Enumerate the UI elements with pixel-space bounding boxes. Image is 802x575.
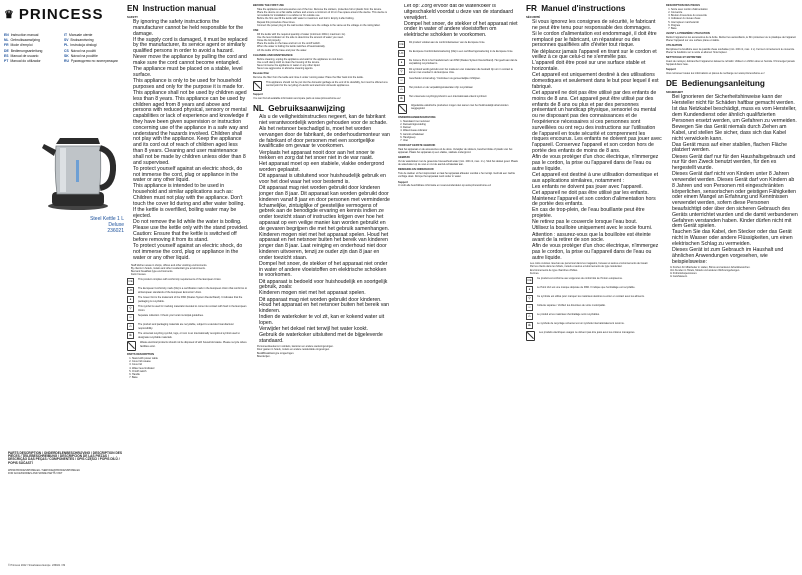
en-sub-use-item: • By clients in hotels, motels and other residential type environments.: [131, 267, 249, 270]
nl-clean-heading: REINIGING EN ONDERHOUD: [398, 168, 434, 172]
fr-heading: [526, 4, 662, 13]
nl-safety-item: • Gebruik de waterkoker uitsluitend met de bijgeleverde standaard.: [259, 333, 391, 345]
nl-intro: [398, 4, 520, 39]
nl-symbol-text: Het product en de verpakkingsmaterialen zijn recyclebaar.: [409, 86, 474, 90]
en-before-item: • Place the device on a flat stable surface and ensure a minimum of 10 cm free space around the device. This device is not suitable for installation in a cabinet or for outside use.: [257, 11, 391, 17]
nl-safety-item: • Als u de veiligheidsinstructies negeert, kan de fabrikant niet verantwoordelijk worden gehouden voor de schade.: [259, 115, 391, 127]
nl-symbol-text: Dit symbool wordt gebruikt voor het markeren van materialen die bedoeld zijn om in contact te komen met voedsel in de Europese Unie.: [409, 68, 513, 75]
language-label: Návod na použitie: [70, 53, 98, 58]
brand-logo: [4, 6, 124, 23]
fr-support-text: Vous retrouvez toutes les informations et pièces de rechange sur www.princesshome.eu !: [666, 72, 765, 76]
en-safety-item: • Children must not play with the appliance. Don't touch the cover lid during and after water boiling.: [133, 196, 249, 208]
en-safety-item: • The appliance must be placed on a stable, level surface.: [133, 67, 249, 79]
fr-symbol-text: Les produits électriques usagés ne doivent pas être jetés avec les ordures ménagères.: [539, 330, 636, 334]
en-use-item: • Place the kettle on the base and turn on the on/off switch.: [257, 42, 391, 45]
nl-ukca-row: [398, 50, 520, 57]
nl-safety-item: • Indien de waterkoker te vol zit, kan er kokend water uit lopen.: [259, 315, 391, 327]
fr-safety-item: • Cet appareil est destiné à une utilisation domestique et aux applications similaires, notamment :: [532, 173, 662, 185]
en-symbol-text: This symbol is used for marking materials intended to come into contact with food in the European Union.: [138, 305, 247, 312]
en-clean-list: [253, 58, 391, 71]
language-code: EN: [4, 33, 9, 37]
en-parts-heading: PARTS DESCRIPTION: [127, 353, 155, 357]
en-title: Instruction manual: [142, 4, 216, 13]
fr-sub-use-item: • Environnements de type chambres d'hôtes.: [530, 269, 662, 272]
nl-sub-use-item: • Bed&Breakfast-type omgevingen.: [257, 352, 391, 355]
en-use-item: • Lift the kettle off the base and pour the water.: [257, 49, 391, 52]
en-before-item: • Repeat this procedure three times.: [257, 21, 391, 24]
fr-safety-item: • Les enfants ne doivent pas jouer avec l'appareil.: [532, 185, 662, 191]
language-code: FR: [4, 43, 9, 48]
food-contact-icon: ⚲: [127, 305, 134, 312]
en-parts-list: [127, 357, 249, 379]
crown-icon: ♛: [4, 9, 15, 21]
spare-parts-visit: FOR ACCESSORIES AND SPARE PARTS VISIT: [8, 472, 63, 476]
nl-before-heading: VOOR HET EERSTE GEBRUIK: [398, 144, 436, 148]
en-safety-item: • If the supply cord is damaged, it must be replaced by the manufacturer, its service agent or similarly qualified persons in order to avoid a hazard.: [133, 38, 249, 55]
nl-safety-item: • Dit apparaat is uitsluitend voor huishoudelijk gebruik en voor het doel waar het voor bestemd is.: [259, 174, 391, 186]
fr-sub-uses: [526, 262, 662, 275]
nl-sub-use-item: • Personeelskeukens in winkels, kantoren en andere werkomgevingen.: [257, 345, 391, 348]
en-symbol-row: [127, 305, 249, 312]
fr-safety-item: • Cet appareil est uniquement destiné à des utilisations domestiques et seulement dans le but pour lequel il est fabriqué.: [532, 73, 662, 90]
language-code: ES: [4, 53, 9, 58]
nl-sub-use-item: • Boerderijen.: [257, 355, 391, 358]
de-sub-use-item: • In Frühstückspensionen.: [670, 272, 798, 275]
nl-before-text: Haal het apparaat en de accessoires uit de doos. Verwijder de stickers, beschermfolie of plastic van het apparaat. Plaats het apparaat op een vlakke, stabiele ondergrond.: [398, 147, 513, 155]
fr-safety-item: • Cet appareil ne doit pas être utilisé par les enfants. Maintenez l'appareil et son cordon d'alimentation hors de portée des enfants.: [532, 191, 662, 208]
language-label: Mode d'emploi: [10, 43, 33, 48]
brand-name: PRINCESS: [18, 6, 104, 23]
nl-part-item: 7. Voet: [403, 139, 520, 142]
en-symbol-list: [127, 296, 249, 351]
de-safety-item: • Dieses Gerät darf nicht von Kindern unter 8 Jahren verwendet werden. Dieses Gerät darf von Kindern ab 8 Jahren und von Personen mit eingeschränkten körperlichen, sensorischen oder geistigen Fähigkeiten oder einem Mangel an Erfahrung und Kenntnissen verwendet werden, sofern diese Personen beaufsichtigt oder über den sicheren Gebrauch des Geräts unterrichtet wurden und die damit verbundenen Gefahren verstanden haben. Kinder dürfen nicht mit dem Gerät spielen.: [672, 172, 798, 230]
copyright-text: © Princess 2022 / Smartwares Europe: [8, 564, 51, 567]
fr-symbols: [526, 277, 662, 341]
recycling-icon: ♻: [526, 322, 533, 329]
nl-ukca-text: De Europese Conformiteitsmarkering (CE) is een certificeringsmarkering in de Europese Unie.: [409, 50, 514, 54]
de-sub-use-item: • In Gutshäusern.: [670, 275, 798, 278]
language-label: Manual de usuario: [10, 53, 39, 58]
fr-safety-item: • En cas de trop-plein, de l'eau bouillante peut être projetée.: [532, 208, 662, 220]
language-code: IT: [64, 33, 68, 37]
nl-safety-list: [253, 115, 391, 345]
en-symbol-row: [127, 341, 249, 351]
recycling-icon: ♻: [127, 332, 134, 339]
ukca-mark-icon: UK: [128, 288, 133, 293]
nl-part-item: 1. Standaard met netsnoer: [403, 120, 520, 123]
separate-collection-icon: ♲: [398, 77, 405, 84]
green-dot-icon: ●: [127, 296, 134, 303]
en-ukca-row: [127, 287, 249, 294]
nl-heading: [253, 104, 391, 113]
en-ukca-text: The European Conformity mark (CE) is a certification mark in the European Union that conforms to all European standards of the European Economic Union.: [138, 287, 248, 294]
en-ce-row: [127, 278, 249, 285]
recyclable-icon: ♺: [526, 313, 533, 320]
fr-sub-use-item: • Fermes.: [530, 272, 662, 275]
fr-safety-text: [526, 20, 662, 262]
en-use-item: • Close the lid properly.: [257, 39, 391, 42]
fr-symbol-text: Le produit et les matériaux d'emballage sont recyclables.: [537, 312, 600, 316]
en-before-item: • Connect the power plug to the wall socket. Make sure the voltage is the same as the voltage on the rating label.: [257, 24, 391, 27]
recyclable-icon: ♺: [127, 323, 134, 330]
cover-footer: [8, 452, 124, 475]
language-code: SK: [64, 53, 69, 58]
nl-safety-item: • Kinderen mogen niet met het apparaat spelen.: [259, 291, 391, 297]
fr-symbol-text: Le symbole de recyclage universel est un symbole internationalement reconnu.: [537, 321, 625, 325]
nl-safety-item: • Het apparaat moet op een stabiele, vlakke ondergrond worden geplaatst.: [259, 162, 391, 174]
de-safety-item: • Tauchen Sie das Kabel, den Stecker oder das Gerät nicht in Wasser oder andere Flüssigkeiten, um einen elektrischen Schlag zu vermeiden.: [672, 230, 798, 247]
fr-before-text: Retirez l'appareil et les accessoires de la boîte. Retirez les autocollants, le film protecteur ou le plastique de l'appareil. Placez l'appareil sur une surface plane et stable.: [666, 35, 797, 43]
language-label: Instrukcja obsługi: [70, 43, 97, 48]
en-clean-item: • Never immerse the appliance in water or any other liquid.: [257, 64, 391, 67]
language-label: Manual do utilizador: [10, 59, 41, 64]
nl-part-item: 5. Aan/uit-schakelaar: [403, 133, 520, 136]
fr-safety-item: • Ne déplacez jamais l'appareil en tirant sur le cordon et veillez à ce que celui-ci ne s'emmêle pas.: [532, 50, 662, 62]
en-before-heading: BEFORE THE FIRST USE: [253, 4, 284, 7]
nl-symbol-row: [398, 95, 520, 102]
recyclable-icon: ♺: [398, 86, 405, 93]
nl-code: NL: [253, 104, 264, 114]
nl-continued-column: [398, 4, 520, 571]
en-symbol-row: [127, 314, 249, 321]
fr-column: [526, 4, 662, 571]
de-safety-item: • Das Gerät muss auf einer stabilen, flachen Fläche platziert werden.: [672, 143, 798, 155]
en-part-item: 6. Handle: [132, 373, 249, 376]
fr-symbol-row: [526, 322, 662, 329]
de-safety-item: • Bei Ignorieren der Sicherheitshinweise kann der Hersteller nicht für Schäden haftbar gemacht werden.: [672, 95, 798, 107]
food-contact-icon: ⚲: [526, 295, 533, 302]
language-item: [64, 59, 124, 64]
en-safety-item: • This appliance shall not be used by children aged less than 8 years. This appliance can be used by children aged from 8 years and above and persons with reduced physical, sensory or mental capabilities or lack of experience and knowledge if they have been given supervision or instruction concerning use of the appliance in a safe way and understand the hazards involved. Children shall not play with the appliance. Keep the appliance and its cord out of reach of children aged less than 8 years. Cleaning and user maintenance shall not be made by children unless older than 8 and supervised.: [133, 91, 249, 166]
en-use-item: • When the water is boiling the kettle switches off automatically.: [257, 45, 391, 48]
language-code: NL: [4, 38, 9, 43]
fr-ce-text: Ce produit est conforme aux exigences de conformité de l'Union européenne.: [537, 276, 623, 280]
en-safety-item: • Never move the appliance by pulling the cord and make sure the cord cannot become entangled.: [133, 55, 249, 67]
nl-support-heading: Support: [398, 180, 408, 184]
en-part-item: 5. On/off switch: [132, 370, 249, 373]
fr-symbol-row: [526, 304, 662, 311]
en-code: EN: [127, 4, 139, 13]
nl-clean-text: Trek de stekker uit het stopcontact en laat het apparaat afkoelen voordat u het reinigt. Gebruik een zachte vochtige doek. Dompel het apparaat nooit onder in water.: [398, 172, 516, 179]
de-sub-use-item: • Von Kunden in Hotels, Motels und anderen Wohnumgebungen.: [670, 269, 798, 272]
en-sub-use-item: • Farm houses.: [131, 273, 249, 276]
en-heading: [127, 4, 249, 13]
fr-support-heading: Support: [666, 68, 676, 72]
fr-safety-item: • Afin de vous protéger d'un choc électrique, n'immergez pas le cordon, la prise ou l'appareil dans de l'eau ou autre liquide.: [532, 155, 662, 172]
nl-symbol-text: Het universele recyclingsymbool is een internationaal erkend symbool.: [409, 95, 487, 99]
fr-clean-text: Avant de nettoyer, débranchez l'appareil et laissez-le refroidir. Utilisez un chiffon doux et humide. N'immergez jamais l'appareil dans l'eau.: [666, 60, 795, 67]
fr-safety-item: • Attention : assurez-vous que la bouilloire est éteinte avant de la retirer de son socle.: [532, 233, 662, 245]
fr-safety-item: • Afin de vous protéger d'un choc électrique, n'immergez pas le cordon, la prise ou l'appareil dans de l'eau ou autre liquide.: [532, 244, 662, 261]
en-use-item: • Use the level indicator on the side to determine the amount of water you need.: [257, 36, 391, 39]
nl-use-text: Vul de waterkoker met de gewenste hoeveelheid water (min. 200 ml, max. 1 L). Sluit het deksel goed. Plaats de waterkoker op de voet en zet de aan/uit-schakelaar aan.: [398, 160, 518, 167]
fr-symbol-list: [526, 286, 662, 341]
fr-part-item: 5. Interrupteur marche/arrêt: [671, 21, 798, 24]
fr-symbol-row: [526, 286, 662, 293]
language-label: Gebruiksaanwijzing: [10, 38, 40, 43]
en-safety-item: • To protect yourself against an electric shock, do not immerse the cord, plug or appliance in the water or any other liquid.: [133, 244, 249, 261]
en-part-item: 3. Cover lid: [132, 363, 249, 366]
en-use-item: • Fill the kettle with the required quantity of water (minimum 200ml, maximum 1L).: [257, 33, 391, 36]
language-label: Instruction manual: [10, 33, 39, 37]
en-part-item: 2. Cover lid release: [132, 360, 249, 363]
nl-symbol-row: [398, 77, 520, 84]
en-instructions: [253, 4, 391, 100]
en-sub-use-item: • Bed and breakfast type environments.: [131, 270, 249, 273]
de-safety-item: • Ist das Netzkabel beschädigt, muss es vom Hersteller, dem Kundendienst oder ähnlich qualifizierten Personen ersetzt werden, um Gefahren zu vermeiden.: [672, 107, 798, 124]
de-safety-text: [666, 95, 798, 265]
fr-safety-list: [526, 20, 662, 262]
copyright-bar: [8, 564, 124, 567]
de-sub-use-item: • In Küchen für Mitarbeiter in Läden, Büros und anderen Arbeitsbereichen.: [670, 266, 798, 269]
nl-symbol-row: [398, 86, 520, 93]
ce-mark-icon: CE: [128, 279, 133, 284]
en-sub-use-item: • Staff kitchen areas in shops, offices and other working environments.: [131, 264, 249, 267]
fr-sub-uses-list: [526, 262, 662, 275]
nl-symbol-row: [398, 59, 520, 66]
food-contact-icon: ⚲: [398, 68, 405, 75]
fr-de-column: [666, 4, 798, 571]
nl-parts-heading: ONDERDELENBESCHRIJVING: [398, 116, 436, 120]
nl-symbol-row: [398, 68, 520, 75]
ce-mark-icon: CE: [399, 42, 404, 47]
nl-support-text: U vindt alle beschikbare informatie en reserveonderdelen op www.princesshome.eu!: [398, 184, 492, 188]
nl-part-item: 4. Waterniveau-indicator: [403, 129, 520, 132]
fr-symbol-text: Ce symbole est utilisé pour marquer les matériaux destinés à entrer en contact avec les aliments.: [537, 294, 645, 298]
de-heading: [666, 79, 798, 88]
nl-safety-text: [253, 115, 391, 345]
nl-symbol-row: [398, 104, 520, 114]
kettle-image: [20, 130, 120, 212]
en-safety-item: • This appliance is only to be used for household purposes and only for the purpose it is made for.: [133, 79, 249, 91]
language-code: DE: [4, 48, 9, 53]
en-safety-item: • To protect yourself against an electric shock, do not immerse the cord, plug or appliance in the water or any other liquid.: [133, 167, 249, 184]
de-sub-uses: [666, 266, 798, 279]
nl-intro-list: [398, 4, 520, 39]
de-safety-list: [666, 95, 798, 265]
fr-part-item: 6. Poignée: [671, 24, 798, 27]
en-safety-item: • Caution: Ensure that the kettle is switched off before removing it from its stand.: [133, 232, 249, 244]
language-label: Руководство по эксплуатации: [70, 59, 118, 64]
en-clean-heading: CLEANING AND MAINTENANCE: [253, 53, 293, 57]
en-support-heading: Support: [253, 93, 263, 97]
nl-intro-item: • Let op: Zorg ervoor dat de waterkoker is uitgeschakeld voordat u deze van de standaard verwijdert.: [404, 4, 520, 21]
fr-ce-row: [526, 277, 662, 284]
fr-safety-item: • Cet appareil ne doit pas être utilisé par des enfants de moins de 8 ans. Cet appareil peut être utilisé par des enfants de 8 ans ou plus et par des personnes présentant un handicap physique, sensoriel ou mental ou ne disposant pas des connaissances et de l'expérience nécessaires si ces personnes sont surveillées ou ont reçu des instructions sur l'utilisation de l'appareil en toute sécurité et comprennent les risques encourus. Les enfants ne doivent pas jouer avec l'appareil. Conservez l'appareil et son cordon hors de portée des enfants de moins de 8 ans.: [532, 91, 662, 155]
de-code: DE: [666, 79, 678, 89]
separate-collection-icon: ♲: [526, 304, 533, 311]
fr-safety-item: • L'appareil doit être posé sur une surface stable et horizontale.: [532, 61, 662, 73]
de-safety-heading: SICHERHEIT: [666, 90, 683, 95]
en-symbol-row: [127, 332, 249, 339]
fr-title: Manuel d'instructions: [541, 4, 626, 13]
fr-clean-heading: NETTOYAGE ET ENTRETIEN: [666, 56, 702, 60]
language-code: CS: [64, 48, 69, 53]
en-symbol-text: The product and packaging materials are recyclable, subject to extended manufacturer responsibility.: [138, 323, 234, 330]
fr-symbol-text: Le Point Vert est une marque déposée de DSD. Il indique que l'emballage est recyclable.: [537, 285, 636, 289]
nl-safety-item: • Dit apparaat mag niet worden gebruikt door kinderen. Houd het apparaat en het netsnoer buiten het bereik van kinderen.: [259, 298, 391, 315]
en-descale-heading: Descale filter: [253, 72, 270, 76]
fr-use-heading: UTILISATION: [666, 44, 683, 48]
en-part-item: 7. Base: [132, 376, 249, 379]
fr-part-item: 4. Indicateur du niveau d'eau: [671, 17, 798, 20]
fr-sub-use-item: • Les coins cuisines réservés au personnel dans les magasins, bureaux et autres environnements de travail.: [530, 262, 662, 265]
en-clean-item: • Use a soft damp cloth to clean the housing of the device.: [257, 61, 391, 64]
green-dot-icon: ●: [526, 286, 533, 293]
cover-column: [4, 4, 124, 571]
en-safety-item: • By ignoring the safety instructions the manufacturer cannot be held responsible for the damage.: [133, 20, 249, 37]
en-sub-uses-list: [127, 264, 249, 277]
en-descale-text: Remove the filter from the kettle and rinse it under running water. Place the filter back into the kettle.: [253, 76, 364, 80]
nl-symbol-text: Gescheiden inzameling / Controleer uw gemeentelijke richtlijnen.: [409, 77, 481, 81]
language-code: SV: [64, 38, 69, 43]
nl-symbol-text: De Groene Punt is het handelsmerk van DSD (Duales System Deutschland). Het geeft aan dat de verpakking recyclebaar is.: [409, 59, 518, 66]
recycling-icon: ♻: [398, 95, 405, 102]
en-symbols: [127, 278, 249, 379]
crossed-bin-icon: [253, 81, 262, 91]
en-symbol-text: Waste electrical products should not be disposed of with household waste. Please recycle where facilities exist.: [140, 341, 247, 348]
green-dot-icon: ●: [398, 59, 405, 66]
en-before-list: [253, 8, 391, 27]
en-symbol-text: The Green Dot is the trademark of the DSD (Duales System Deutschland). It indicates that the packaging is recyclable.: [138, 296, 243, 303]
model-label: [80, 216, 124, 234]
language-label: Manuale utente: [69, 33, 93, 37]
parts-title-multilang: PARTS DESCRIPTION / ONDERDELENBESCHRIJVING / DESCRIPTION DES PIÈCES / TEILEBESCHREIBUNG / DESCRIPCIÓN DE LAS PIEZAS / DESCRIÇÃO DAS PEÇAS / COMPONENTES / OPIS CZĘŚCI / POPIS DÍLŮ / POPIS SÚČASTÍ: [8, 451, 122, 465]
de-safety-item: • Dieses Gerät ist zum Gebrauch im Haushalt und ähnlichen Anwendungen vorgesehen, wie beispielsweise:: [672, 248, 798, 265]
en-nl-column: [253, 4, 391, 571]
fr-part-item: 7. Base: [671, 27, 798, 30]
fr-safety-item: • Utilisez la bouilloire uniquement avec le socle fourni.: [532, 226, 662, 232]
fr-parts-heading: DESCRIPTION DES PIÈCES: [666, 4, 701, 7]
document-id: 236021 / IM: [51, 564, 66, 567]
en-symbol-text: Separate collection / Check your local municipal guidelines.: [138, 314, 204, 318]
nl-intro-item: • Dompel het snoer, de stekker of het apparaat niet onder in water of andere vloeistoffen om elektrische schokken te voorkomen.: [404, 22, 520, 39]
en-symbol-row: [127, 296, 249, 303]
fr-symbol-text: Collecte séparée / Vérifiez les directives de votre municipalité.: [537, 303, 606, 307]
en-part-item: 4. Water level indicator: [132, 367, 249, 370]
language-code: PT: [4, 59, 9, 64]
nl-safety-item: • Verwijder het deksel niet terwijl het water kookt.: [259, 327, 391, 333]
website-address: WWW.PRINCESSHOME.EU / SERVICE@PRINCESSHOME.EU: [8, 468, 81, 472]
en-safety-item: • Please use the kettle only with the stand provided.: [133, 226, 249, 232]
language-code: RU: [64, 59, 69, 64]
nl-safety-item: • Verplaats het apparaat nooit door aan het snoer te trekken en zorg dat het snoer niet in de war raakt.: [259, 151, 391, 163]
fr-part-item: 3. Bouton d'ouverture du couvercle: [671, 14, 798, 17]
nl-safety-item: • Dit apparaat mag niet worden gebruikt door kinderen jonger dan 8 jaar. Dit apparaat kan worden gebruikt door kinderen vanaf 8 jaar en door personen met verminderde lichamelijke, zintuiglijke of geestelijke vermogens of gebrek aan de benodigde ervaring en kennis indien ze onder toezicht staan of instructies krijgen over hoe het apparaat op een veilige manier kan worden gebruikt en de gevaren begrijpen die met het gebruik samenhangen. Kinderen mogen niet met het apparaat spelen. Houd het apparaat en het netsnoer buiten het bereik van kinderen jonger dan 8 jaar. Laat reiniging en onderhoud niet door kinderen uitvoeren, tenzij ze ouder zijn dan 8 jaar en onder toezicht staan.: [259, 186, 391, 261]
crossed-bin-icon: [526, 331, 535, 341]
nl-part-item: 2. Dekselontgrendeling: [403, 123, 520, 126]
en-safety-text: [127, 20, 249, 262]
nl-part-item: 3. Deksel: [403, 126, 520, 129]
language-code: PL: [64, 43, 69, 48]
crossed-bin-icon: [127, 341, 136, 351]
language-item: [4, 59, 64, 64]
nl-symbol-text: Afgedankte elektrische producten mogen niet samen met het huishoudelijk afval worden weggegooid.: [411, 104, 509, 111]
fr-use-text: Remplissez la bouilloire avec la quantité d'eau souhaitée (min. 200 ml, max. 1 L). Fermez correctement le couvercle. Placez la bouilloire sur le socle et allumez l'interrupteur.: [666, 47, 795, 55]
nl-safety-item: • Dit apparaat is bedoeld voor huishoudelijk en soortgelijk gebruik, zoals:: [259, 280, 391, 292]
nl-safety-item: • Dompel het snoer, de stekker of het apparaat niet onder in water of andere vloeistoffen om elektrische schokken te voorkomen.: [259, 262, 391, 279]
en-use-heading: USE: [253, 28, 259, 32]
en-column: [127, 4, 249, 571]
nl-use-heading: GEBRUIK: [398, 156, 410, 160]
fr-safety-item: • Si vous ignorez les consignes de sécurité, le fabricant ne peut être tenu pour responsable des dommages.: [532, 20, 662, 32]
fr-safety-item: • Si le cordon d'alimentation est endommagé, il doit être remplacé par le fabricant, un réparateur ou des personnes qualifiées afin d'éviter tout risque.: [532, 32, 662, 49]
en-env-row: [253, 81, 391, 91]
nl-sub-use-item: • Door gasten in hotels, motels en andere residentiële omgevingen.: [257, 348, 391, 351]
fr-symbol-row: [526, 313, 662, 320]
fr-code: FR: [526, 4, 537, 13]
en-safety-item: • Do not remove the lid while the water is boiling.: [133, 220, 249, 226]
en-symbol-text: The universal recycling symbol, logo, or icon is an internationally recognized symbol used to designate recyclable materials.: [138, 332, 240, 339]
en-safety-list: [127, 20, 249, 262]
crossed-bin-icon: [398, 104, 407, 114]
fr-parts-list: [666, 8, 798, 30]
en-symbol-row: [127, 323, 249, 330]
nl-symbols: [398, 41, 520, 187]
fr-part-item: 1. Socle avec cordon d'alimentation: [671, 8, 798, 11]
fr-part-item: 2. Couvercle: [671, 11, 798, 14]
en-clean-item: • Never use aggressive or abrasive cleaning agents.: [257, 67, 391, 70]
de-safety-item: • Bewegen Sie das Gerät niemals durch Ziehen am Kabel, und stellen Sie sicher, dass sich das Kabel nicht verwickeln kann.: [672, 125, 798, 142]
nl-title: Gebruiksaanwijzing: [268, 104, 346, 114]
ukca-mark-icon: UK: [399, 51, 404, 56]
nl-ce-text: Dit product voldoet aan de conformiteitseisen van de Europese Unie.: [409, 41, 486, 45]
de-title: Bedienungsanleitung: [681, 79, 765, 89]
en-safety-item: • If the kettle is overfilled, boiling water may be ejected.: [133, 208, 249, 220]
fr-instructions: [666, 4, 798, 75]
de-sub-uses-list: [666, 266, 798, 279]
en-part-item: 1. Stand with power cable: [132, 357, 249, 360]
fr-sub-use-item: • Par les clients dans les hôtels, motels et autres environnements de type résidentiel.: [530, 265, 662, 268]
nl-safety-item: • Als het netsnoer beschadigd is, moet het worden vervangen door de fabrikant, de onderhoudsmonteur van de fabrikant of door personen met een soortgelijke kwalificatie om gevaar te voorkomen.: [259, 127, 391, 150]
ce-mark-icon: CE: [527, 277, 532, 282]
de-safety-item: • Dieses Gerät darf nur für den Haushaltsgebrauch und nur für den Zweck benutzt werden, für den es hergestellt wurde.: [672, 155, 798, 172]
language-list: [4, 33, 124, 64]
fr-safety-item: • Ne retirez pas le couvercle lorsque l'eau bout.: [532, 220, 662, 226]
language-label: Návod na použití: [70, 48, 97, 53]
en-env-text: This appliance should not be put into the domestic garbage at the end of its durability, but must be offered at a central point for the recycling of electric and electronic domestic appliances.: [266, 81, 388, 88]
language-label: Bruksanvisning: [70, 38, 94, 43]
en-before-item: • Take the appliance and accessories out of the box. Remove the stickers, protective foil or plastic from the device.: [257, 8, 391, 11]
en-safety-heading: SAFETY: [127, 15, 139, 19]
en-safety-item: • This appliance is intended to be used in household and similar applications such as:: [133, 184, 249, 196]
en-clean-item: • Before cleaning, unplug the appliance and wait for the appliance to cool down.: [257, 58, 391, 61]
fr-symbol-row: [526, 295, 662, 302]
nl-part-item: 6. Handgreep: [403, 136, 520, 139]
nl-sub-uses-list: [253, 345, 391, 358]
en-use-list: [253, 33, 391, 52]
fr-symbol-row: [526, 331, 662, 341]
model-name: Steel Kettle 1 L Deluxe: [90, 216, 124, 228]
en-support-text: You can find all available information and spare parts at www.princesshome.eu!: [253, 96, 341, 100]
fr-before-heading: AVANT LA PREMIÈRE UTILISATION: [666, 32, 710, 36]
en-ce-text: This product complies with conformity requirements of the European Union.: [138, 278, 222, 282]
separate-collection-icon: ♲: [127, 314, 134, 321]
en-before-item: • Before the first use fill the kettle with water to maximum and boil it. Empty it after boiling.: [257, 17, 391, 20]
nl-sub-uses: [253, 345, 391, 358]
language-label: Bedienungsanleitung: [10, 48, 43, 53]
en-sub-uses: [127, 264, 249, 277]
nl-ce-row: [398, 41, 520, 48]
nl-parts-list: [398, 120, 520, 142]
nl-symbol-list: [398, 59, 520, 114]
model-number: 236021: [107, 228, 124, 234]
fr-safety-heading: SÉCURITÉ: [526, 15, 541, 19]
